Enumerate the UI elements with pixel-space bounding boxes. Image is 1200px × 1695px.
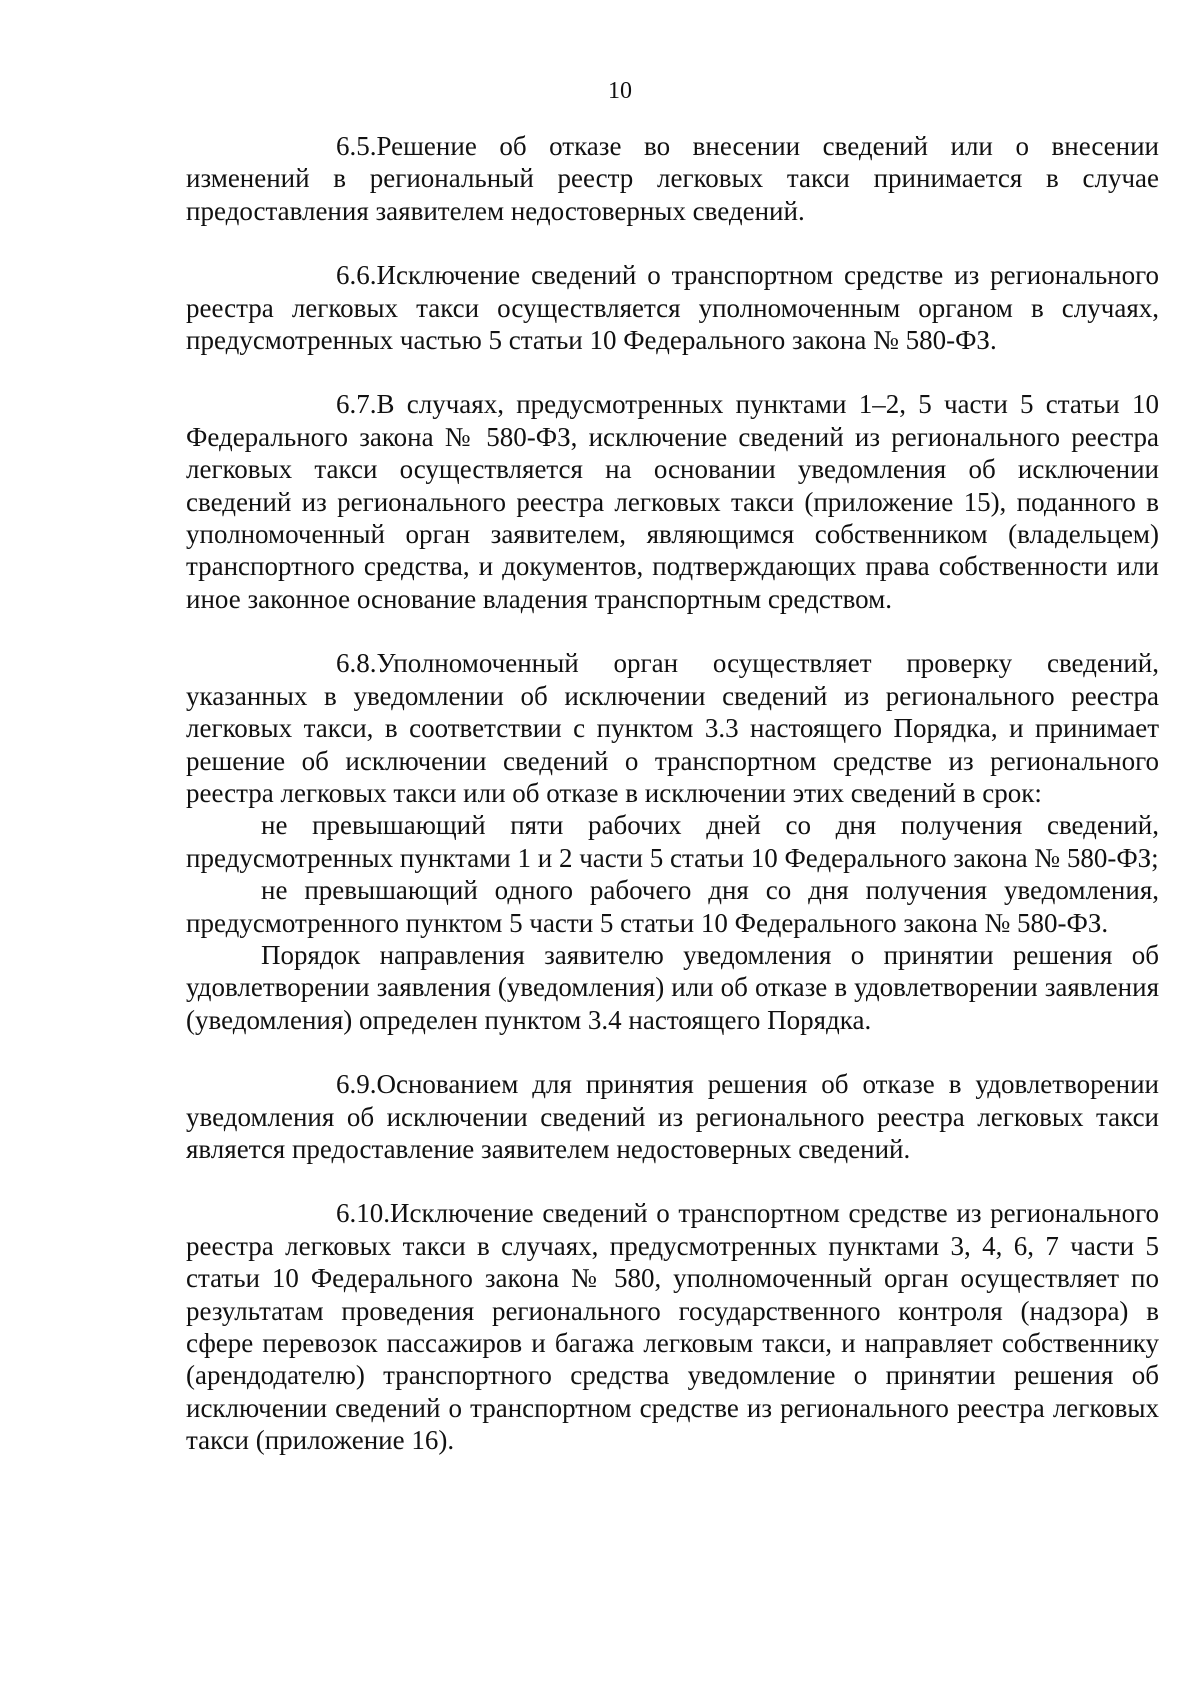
clause-number: 6.10. <box>336 1198 390 1229</box>
clause-number: 6.8. <box>336 648 377 679</box>
page-number: 10 <box>608 78 632 104</box>
clause-text: В случаях, предусмотренных пунктами 1–2, 5 части 5 статьи 10 Федерального закона № 580-ФЗ, исключение сведений из регионального реестра легковых такси осуществляется на основании уведомления об исключении сведений из регионального реестра легковых такси (приложение 15), поданного в уполномоченный орган заявителем, являющимся собственником (владельцем) транспортного средства, и документов, подтверждающих права собственности или иное законное основание владения транспортным средством. <box>186 389 1159 614</box>
clause-6-5 <box>186 130 1159 227</box>
clause-paragraph <box>186 388 1159 615</box>
clause-text: Основанием для принятия решения об отказе в удовлетворении уведомления об исключении сведений из регионального реестра легковых такси является предоставление заявителем недостоверных сведений. <box>186 1069 1159 1164</box>
clause-6-9 <box>186 1068 1159 1165</box>
clause-text: Уполномоченный орган осуществляет проверку сведений, указанных в уведомлении об исключении сведений из регионального реестра легковых такси, в соответствии с пунктом 3.3 настоящего Порядка, и принимает решение об исключении сведений о транспортном средстве из регионального реестра легковых такси или об отказе в исключении этих сведений в срок: <box>186 648 1159 808</box>
clause-number: 6.6. <box>336 260 377 291</box>
clause-number: 6.9. <box>336 1069 377 1100</box>
sub-paragraph: не превышающий пяти рабочих дней со дня получения сведений, предусмотренных пунктами 1 и 2 части 5 статьи 10 Федерального закона № 580-ФЗ; <box>186 810 1159 873</box>
clause-number: 6.5. <box>336 131 377 161</box>
clause-paragraph <box>186 647 1159 809</box>
clause-number: 6.7. <box>336 389 377 420</box>
document-body <box>186 130 1159 1457</box>
clause-paragraph <box>186 259 1159 356</box>
clause-6-8 <box>186 647 1159 1036</box>
clause-6-7 <box>186 388 1159 615</box>
clause-paragraph <box>186 1197 1159 1456</box>
clause-text: Решение об отказе во внесении сведений или о внесении изменений в региональный реестр легковых такси принимается в случае предоставления заявителем недостоверных сведений. <box>186 131 1159 226</box>
clause-text: Исключение сведений о транспортном средстве из регионального реестра легковых такси в случаях, предусмотренных пунктами 3, 4, 6, 7 части 5 статьи 10 Федерального закона № 580, уполномоченный орган осуществляет по результатам проведения регионального государственного контроля (надзора) в сфере перевозок пассажиров и багажа легковым такси, и направляет собственнику (арендодателю) транспортного средства уведомление о принятии решения об исключении сведений о транспортном средстве из регионального реестра легковых такси (приложение 16). <box>186 1198 1159 1456</box>
sub-paragraph: не превышающий одного рабочего дня со дня получения уведомления, предусмотренного пунктом 5 части 5 статьи 10 Федерального закона № 580-ФЗ. <box>186 875 1159 938</box>
clause-6-6 <box>186 259 1159 356</box>
clause-6-10 <box>186 1197 1159 1456</box>
clause-paragraph <box>186 130 1159 227</box>
clause-paragraph <box>186 1068 1159 1165</box>
clause-text: Исключение сведений о транспортном средстве из регионального реестра легковых такси осуществляется уполномоченным органом в случаях, предусмотренных частью 5 статьи 10 Федерального закона № 580-ФЗ. <box>186 260 1159 356</box>
sub-paragraph: Порядок направления заявителю уведомления о принятии решения об удовлетворении заявления (уведомления) или об отказе в удовлетворении заявления (уведомления) определен пунктом 3.4 настоящего Порядка. <box>186 939 1159 1035</box>
